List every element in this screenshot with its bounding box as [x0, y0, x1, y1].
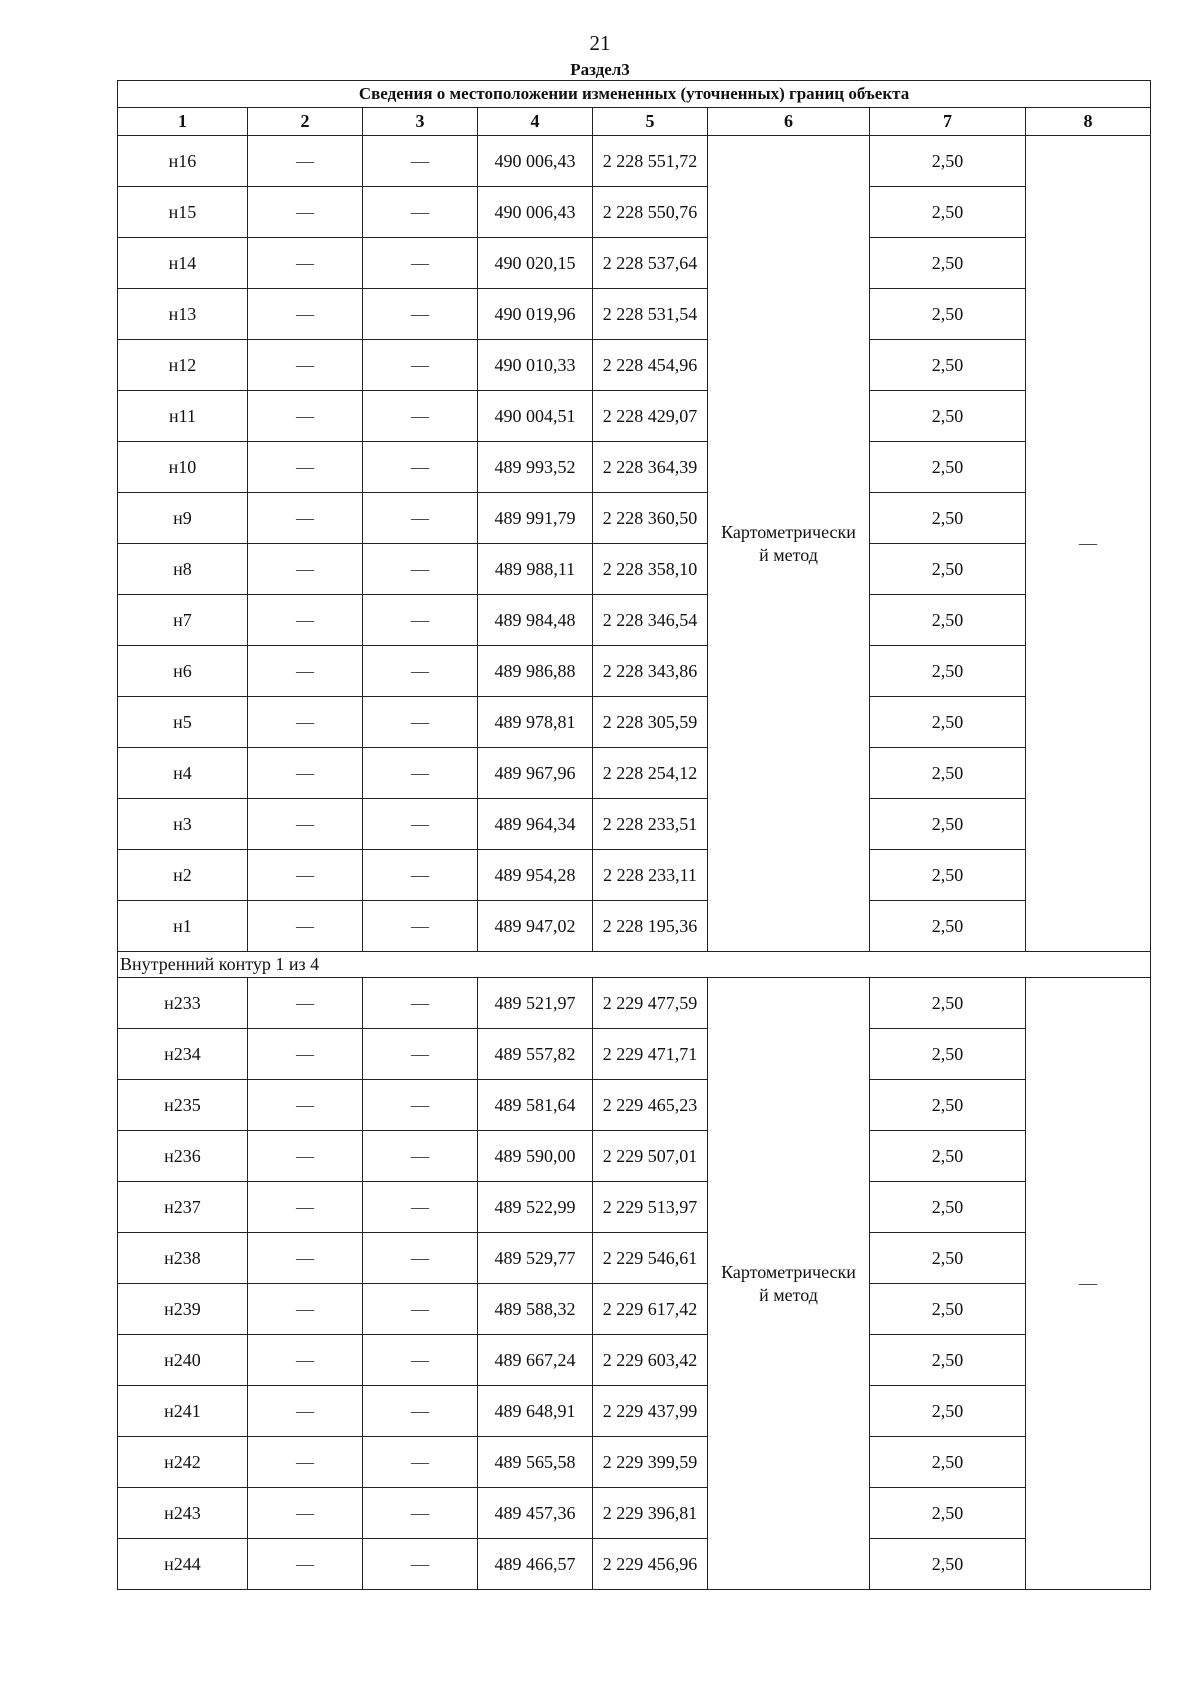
column-2-dash: —	[248, 391, 363, 442]
section-label: Раздел3	[570, 60, 630, 79]
point-name-cell: н233	[118, 978, 248, 1029]
point-name-cell: н10	[118, 442, 248, 493]
column-2-dash: —	[248, 595, 363, 646]
column-2-dash: —	[248, 1182, 363, 1233]
x-coordinate-cell: 489 648,91	[478, 1386, 593, 1437]
coordinates-table	[117, 80, 1151, 1590]
accuracy-cell: 2,50	[870, 187, 1026, 238]
y-coordinate-cell: 2 229 507,01	[593, 1131, 708, 1182]
y-coordinate-cell: 2 228 346,54	[593, 595, 708, 646]
column-3-dash: —	[363, 1182, 478, 1233]
x-coordinate-cell: 490 019,96	[478, 289, 593, 340]
column-2-dash: —	[248, 1080, 363, 1131]
accuracy-cell: 2,50	[870, 1233, 1026, 1284]
y-coordinate-cell: 2 228 531,54	[593, 289, 708, 340]
accuracy-cell: 2,50	[870, 1488, 1026, 1539]
accuracy-cell: 2,50	[870, 1386, 1026, 1437]
column-3-dash: —	[363, 1131, 478, 1182]
point-name-cell: н12	[118, 340, 248, 391]
table-row	[118, 238, 1151, 289]
point-name-cell: н236	[118, 1131, 248, 1182]
y-coordinate-cell: 2 228 358,10	[593, 544, 708, 595]
column-2-dash: —	[248, 187, 363, 238]
column-2-dash: —	[248, 978, 363, 1029]
column-3-dash: —	[363, 697, 478, 748]
y-coordinate-cell: 2 228 343,86	[593, 646, 708, 697]
method-text-line-1: Картометрически	[721, 521, 856, 542]
column-2-dash: —	[248, 238, 363, 289]
column-3-dash: —	[363, 850, 478, 901]
y-coordinate-cell: 2 229 477,59	[593, 978, 708, 1029]
point-name-cell: н241	[118, 1386, 248, 1437]
page-number: 21	[589, 31, 611, 55]
contour-label-row	[118, 952, 1151, 978]
x-coordinate-cell: 489 978,81	[478, 697, 593, 748]
column-8-cell: —	[1026, 136, 1151, 952]
column-3-dash: —	[363, 544, 478, 595]
x-coordinate-cell: 489 588,32	[478, 1284, 593, 1335]
column-2-dash: —	[248, 289, 363, 340]
column-2-dash: —	[248, 748, 363, 799]
accuracy-cell: 2,50	[870, 748, 1026, 799]
x-coordinate-cell: 490 006,43	[478, 136, 593, 187]
point-name-cell: н16	[118, 136, 248, 187]
column-header-6: 6	[708, 108, 870, 136]
point-name-cell: н13	[118, 289, 248, 340]
point-name-cell: н234	[118, 1029, 248, 1080]
table-row	[118, 442, 1151, 493]
accuracy-cell: 2,50	[870, 544, 1026, 595]
table-row	[118, 1233, 1151, 1284]
column-2-dash: —	[248, 850, 363, 901]
column-3-dash: —	[363, 1437, 478, 1488]
column-3-dash: —	[363, 799, 478, 850]
column-header-3: 3	[363, 108, 478, 136]
column-3-dash: —	[363, 901, 478, 952]
column-header-2: 2	[248, 108, 363, 136]
point-name-cell: н6	[118, 646, 248, 697]
table-row	[118, 1131, 1151, 1182]
column-3-dash: —	[363, 493, 478, 544]
table-row	[118, 1437, 1151, 1488]
point-name-cell: н15	[118, 187, 248, 238]
column-3-dash: —	[363, 289, 478, 340]
column-2-dash: —	[248, 901, 363, 952]
y-coordinate-cell: 2 228 195,36	[593, 901, 708, 952]
accuracy-cell: 2,50	[870, 978, 1026, 1029]
column-3-dash: —	[363, 646, 478, 697]
table-row	[118, 187, 1151, 238]
point-name-cell: н14	[118, 238, 248, 289]
y-coordinate-cell: 2 229 471,71	[593, 1029, 708, 1080]
x-coordinate-cell: 489 557,82	[478, 1029, 593, 1080]
point-name-cell: н235	[118, 1080, 248, 1131]
accuracy-cell: 2,50	[870, 289, 1026, 340]
table-row	[118, 595, 1151, 646]
x-coordinate-cell: 489 947,02	[478, 901, 593, 952]
column-3-dash: —	[363, 391, 478, 442]
table-row	[118, 1284, 1151, 1335]
y-coordinate-cell: 2 228 360,50	[593, 493, 708, 544]
table-row	[118, 1386, 1151, 1437]
y-coordinate-cell: 2 228 550,76	[593, 187, 708, 238]
y-coordinate-cell: 2 229 437,99	[593, 1386, 708, 1437]
table-row	[118, 799, 1151, 850]
y-coordinate-cell: 2 228 454,96	[593, 340, 708, 391]
column-2-dash: —	[248, 1335, 363, 1386]
column-2-dash: —	[248, 442, 363, 493]
column-header-4: 4	[478, 108, 593, 136]
table-row	[118, 1539, 1151, 1590]
point-name-cell: н244	[118, 1539, 248, 1590]
column-header-8: 8	[1026, 108, 1151, 136]
accuracy-cell: 2,50	[870, 493, 1026, 544]
point-name-cell: н9	[118, 493, 248, 544]
column-2-dash: —	[248, 544, 363, 595]
method-cell	[708, 136, 870, 952]
column-2-dash: —	[248, 799, 363, 850]
x-coordinate-cell: 489 954,28	[478, 850, 593, 901]
x-coordinate-cell: 489 521,97	[478, 978, 593, 1029]
column-header-1: 1	[118, 108, 248, 136]
accuracy-cell: 2,50	[870, 646, 1026, 697]
column-2-dash: —	[248, 1233, 363, 1284]
column-3-dash: —	[363, 595, 478, 646]
x-coordinate-cell: 490 020,15	[478, 238, 593, 289]
table-row	[118, 901, 1151, 952]
x-coordinate-cell: 489 581,64	[478, 1080, 593, 1131]
table-row	[118, 544, 1151, 595]
accuracy-cell: 2,50	[870, 1080, 1026, 1131]
x-coordinate-cell: 489 993,52	[478, 442, 593, 493]
method-text-line-1: Картометрически	[721, 1261, 856, 1282]
column-3-dash: —	[363, 1539, 478, 1590]
y-coordinate-cell: 2 229 546,61	[593, 1233, 708, 1284]
column-2-dash: —	[248, 136, 363, 187]
x-coordinate-cell: 490 010,33	[478, 340, 593, 391]
accuracy-cell: 2,50	[870, 850, 1026, 901]
column-2-dash: —	[248, 697, 363, 748]
column-2-dash: —	[248, 340, 363, 391]
y-coordinate-cell: 2 228 537,64	[593, 238, 708, 289]
point-name-cell: н5	[118, 697, 248, 748]
table-row	[118, 493, 1151, 544]
column-2-dash: —	[248, 493, 363, 544]
x-coordinate-cell: 489 984,48	[478, 595, 593, 646]
table-row	[118, 1029, 1151, 1080]
accuracy-cell: 2,50	[870, 340, 1026, 391]
x-coordinate-cell: 489 466,57	[478, 1539, 593, 1590]
column-3-dash: —	[363, 1386, 478, 1437]
table-title-row	[118, 81, 1151, 108]
accuracy-cell: 2,50	[870, 799, 1026, 850]
x-coordinate-cell: 489 967,96	[478, 748, 593, 799]
column-3-dash: —	[363, 1080, 478, 1131]
column-3-dash: —	[363, 1284, 478, 1335]
y-coordinate-cell: 2 228 429,07	[593, 391, 708, 442]
accuracy-cell: 2,50	[870, 391, 1026, 442]
column-2-dash: —	[248, 1437, 363, 1488]
accuracy-cell: 2,50	[870, 1131, 1026, 1182]
y-coordinate-cell: 2 228 254,12	[593, 748, 708, 799]
point-name-cell: н1	[118, 901, 248, 952]
column-3-dash: —	[363, 748, 478, 799]
method-text-line-2: й метод	[759, 544, 818, 565]
x-coordinate-cell: 489 590,00	[478, 1131, 593, 1182]
column-2-dash: —	[248, 1029, 363, 1080]
point-name-cell: н3	[118, 799, 248, 850]
y-coordinate-cell: 2 228 551,72	[593, 136, 708, 187]
column-3-dash: —	[363, 187, 478, 238]
method-text-line-2: й метод	[759, 1284, 818, 1305]
column-3-dash: —	[363, 340, 478, 391]
table-row	[118, 697, 1151, 748]
y-coordinate-cell: 2 229 396,81	[593, 1488, 708, 1539]
column-2-dash: —	[248, 1539, 363, 1590]
column-3-dash: —	[363, 1335, 478, 1386]
point-name-cell: н8	[118, 544, 248, 595]
y-coordinate-cell: 2 228 364,39	[593, 442, 708, 493]
table-row	[118, 391, 1151, 442]
accuracy-cell: 2,50	[870, 136, 1026, 187]
y-coordinate-cell: 2 228 233,51	[593, 799, 708, 850]
accuracy-cell: 2,50	[870, 595, 1026, 646]
column-2-dash: —	[248, 1131, 363, 1182]
contour-label: Внутренний контур 1 из 4	[118, 952, 1151, 978]
table-row	[118, 850, 1151, 901]
table-row	[118, 1488, 1151, 1539]
accuracy-cell: 2,50	[870, 697, 1026, 748]
accuracy-cell: 2,50	[870, 901, 1026, 952]
x-coordinate-cell: 489 529,77	[478, 1233, 593, 1284]
y-coordinate-cell: 2 229 465,23	[593, 1080, 708, 1131]
accuracy-cell: 2,50	[870, 1284, 1026, 1335]
table-row	[118, 340, 1151, 391]
table-row	[118, 1182, 1151, 1233]
method-cell	[708, 978, 870, 1590]
x-coordinate-cell: 489 991,79	[478, 493, 593, 544]
column-3-dash: —	[363, 238, 478, 289]
table-row	[118, 1335, 1151, 1386]
column-8-cell: —	[1026, 978, 1151, 1590]
table-row	[118, 1080, 1151, 1131]
table-row	[118, 646, 1151, 697]
y-coordinate-cell: 2 228 305,59	[593, 697, 708, 748]
point-name-cell: н243	[118, 1488, 248, 1539]
x-coordinate-cell: 489 988,11	[478, 544, 593, 595]
column-2-dash: —	[248, 646, 363, 697]
table-row	[118, 136, 1151, 187]
column-3-dash: —	[363, 1029, 478, 1080]
column-3-dash: —	[363, 978, 478, 1029]
accuracy-cell: 2,50	[870, 442, 1026, 493]
column-header-7: 7	[870, 108, 1026, 136]
y-coordinate-cell: 2 229 513,97	[593, 1182, 708, 1233]
y-coordinate-cell: 2 229 617,42	[593, 1284, 708, 1335]
accuracy-cell: 2,50	[870, 238, 1026, 289]
x-coordinate-cell: 489 565,58	[478, 1437, 593, 1488]
point-name-cell: н11	[118, 391, 248, 442]
table-row	[118, 978, 1151, 1029]
column-3-dash: —	[363, 1233, 478, 1284]
y-coordinate-cell: 2 228 233,11	[593, 850, 708, 901]
point-name-cell: н4	[118, 748, 248, 799]
column-2-dash: —	[248, 1386, 363, 1437]
table-title: Сведения о местоположении измененных (уточненных) границ объекта	[118, 81, 1151, 108]
y-coordinate-cell: 2 229 456,96	[593, 1539, 708, 1590]
column-2-dash: —	[248, 1284, 363, 1335]
column-3-dash: —	[363, 442, 478, 493]
accuracy-cell: 2,50	[870, 1437, 1026, 1488]
table-row	[118, 289, 1151, 340]
accuracy-cell: 2,50	[870, 1539, 1026, 1590]
y-coordinate-cell: 2 229 603,42	[593, 1335, 708, 1386]
x-coordinate-cell: 489 457,36	[478, 1488, 593, 1539]
x-coordinate-cell: 489 522,99	[478, 1182, 593, 1233]
column-header-5: 5	[593, 108, 708, 136]
x-coordinate-cell: 489 964,34	[478, 799, 593, 850]
point-name-cell: н2	[118, 850, 248, 901]
y-coordinate-cell: 2 229 399,59	[593, 1437, 708, 1488]
point-name-cell: н239	[118, 1284, 248, 1335]
accuracy-cell: 2,50	[870, 1335, 1026, 1386]
column-2-dash: —	[248, 1488, 363, 1539]
point-name-cell: н238	[118, 1233, 248, 1284]
x-coordinate-cell: 490 004,51	[478, 391, 593, 442]
point-name-cell: н240	[118, 1335, 248, 1386]
column-3-dash: —	[363, 1488, 478, 1539]
point-name-cell: н7	[118, 595, 248, 646]
x-coordinate-cell: 490 006,43	[478, 187, 593, 238]
x-coordinate-cell: 489 986,88	[478, 646, 593, 697]
column-3-dash: —	[363, 136, 478, 187]
x-coordinate-cell: 489 667,24	[478, 1335, 593, 1386]
point-name-cell: н242	[118, 1437, 248, 1488]
accuracy-cell: 2,50	[870, 1182, 1026, 1233]
table-row	[118, 748, 1151, 799]
column-header-row	[118, 108, 1151, 136]
point-name-cell: н237	[118, 1182, 248, 1233]
accuracy-cell: 2,50	[870, 1029, 1026, 1080]
